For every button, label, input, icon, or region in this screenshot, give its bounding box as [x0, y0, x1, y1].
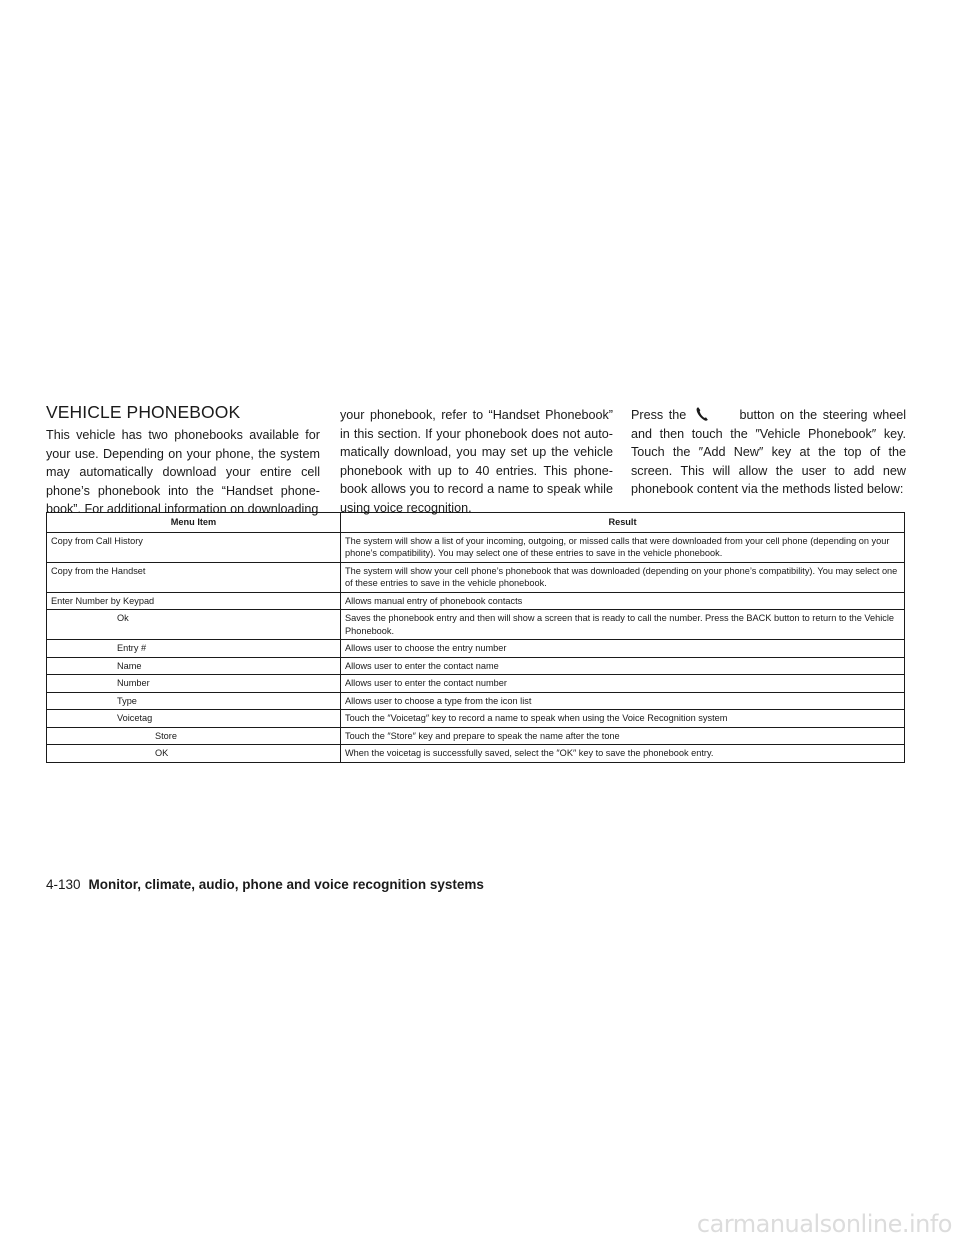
table-row — [47, 640, 905, 658]
intro-paragraph-col1: This vehicle has two phonebooks available for your use. Depending on your phone, the system may automatically download your entire cell phone’s phonebook into the “Handset phone-book”. For additional information on downloading — [46, 428, 320, 517]
table-row — [47, 592, 905, 610]
section-title: Monitor, climate, audio, phone and voice recognition systems — [88, 877, 484, 892]
row-result: Touch the ″Voicetag″ key to record a name to speak when using the Voice Recognition system — [341, 710, 905, 728]
row-item: Voicetag — [47, 710, 341, 728]
row-item: Enter Number by Keypad — [47, 592, 341, 610]
row-result: Allows user to choose the entry number — [341, 640, 905, 658]
row-result: Allows user to choose a type from the icon list — [341, 692, 905, 710]
row-item: Copy from the Handset — [47, 562, 341, 592]
table-row — [47, 562, 905, 592]
row-result: Allows user to enter the contact number — [341, 675, 905, 693]
page-number: 4-130 — [46, 877, 81, 892]
page-footer — [46, 877, 484, 892]
table-row — [47, 610, 905, 640]
row-result: When the voicetag is successfully saved, select the ″OK″ key to save the phonebook entry. — [341, 745, 905, 763]
row-item: Ok — [47, 610, 341, 640]
table-row — [47, 710, 905, 728]
table-row — [47, 532, 905, 562]
header-result: Result — [341, 513, 905, 533]
table-row — [47, 675, 905, 693]
phone-icon — [694, 406, 710, 422]
menu-item-table — [46, 512, 905, 763]
table-row — [47, 727, 905, 745]
table-row — [47, 745, 905, 763]
row-item: OK — [47, 745, 341, 763]
table-row — [47, 692, 905, 710]
watermark: carmanualsonline.info — [696, 1210, 952, 1238]
press-the-text: Press the — [631, 408, 687, 422]
row-result: Allows manual entry of phonebook contacts — [341, 592, 905, 610]
intro-paragraph-col2: your phonebook, refer to “Handset Phonebook” in this section. If your phonebook does not auto-matically download, you may set up the vehicle phonebook with up to 40 entries. This phone-book allows you to record a name to speak while using voice recognition. — [340, 408, 613, 515]
row-result: Touch the ″Store″ key and prepare to speak the name after the tone — [341, 727, 905, 745]
row-result: Saves the phonebook entry and then will show a screen that is ready to call the number. Press the BACK button to return to the Vehicle Phonebook. — [341, 610, 905, 640]
button-instructions-text: button on the steering wheel and then touch the ″Vehicle Phonebook″ key. Touch the ″Add New″ key at the top of the screen. This will allow the user to add new phonebook content via the methods listed below: — [631, 408, 907, 497]
row-result: The system will show your cell phone’s phonebook that was downloaded (depending on your phone’s compatibility). You may select one of these entries to save in the vehicle phonebook. — [341, 562, 905, 592]
header-menu-item: Menu Item — [47, 513, 341, 533]
section-heading: VEHICLE PHONEBOOK — [46, 402, 241, 422]
row-result: The system will show a list of your incoming, outgoing, or missed calls that were downloaded from your cell phone (depending on your phone’s compatibility). You may select one of these entries to save in the vehicle phonebook. — [341, 532, 905, 562]
table-row — [47, 657, 905, 675]
table-header-row — [47, 513, 905, 533]
row-item: Store — [47, 727, 341, 745]
row-item: Copy from Call History — [47, 532, 341, 562]
row-item: Type — [47, 692, 341, 710]
row-item: Number — [47, 675, 341, 693]
row-item: Entry # — [47, 640, 341, 658]
intro-paragraph-col3 — [631, 406, 906, 499]
row-item: Name — [47, 657, 341, 675]
row-result: Allows user to enter the contact name — [341, 657, 905, 675]
